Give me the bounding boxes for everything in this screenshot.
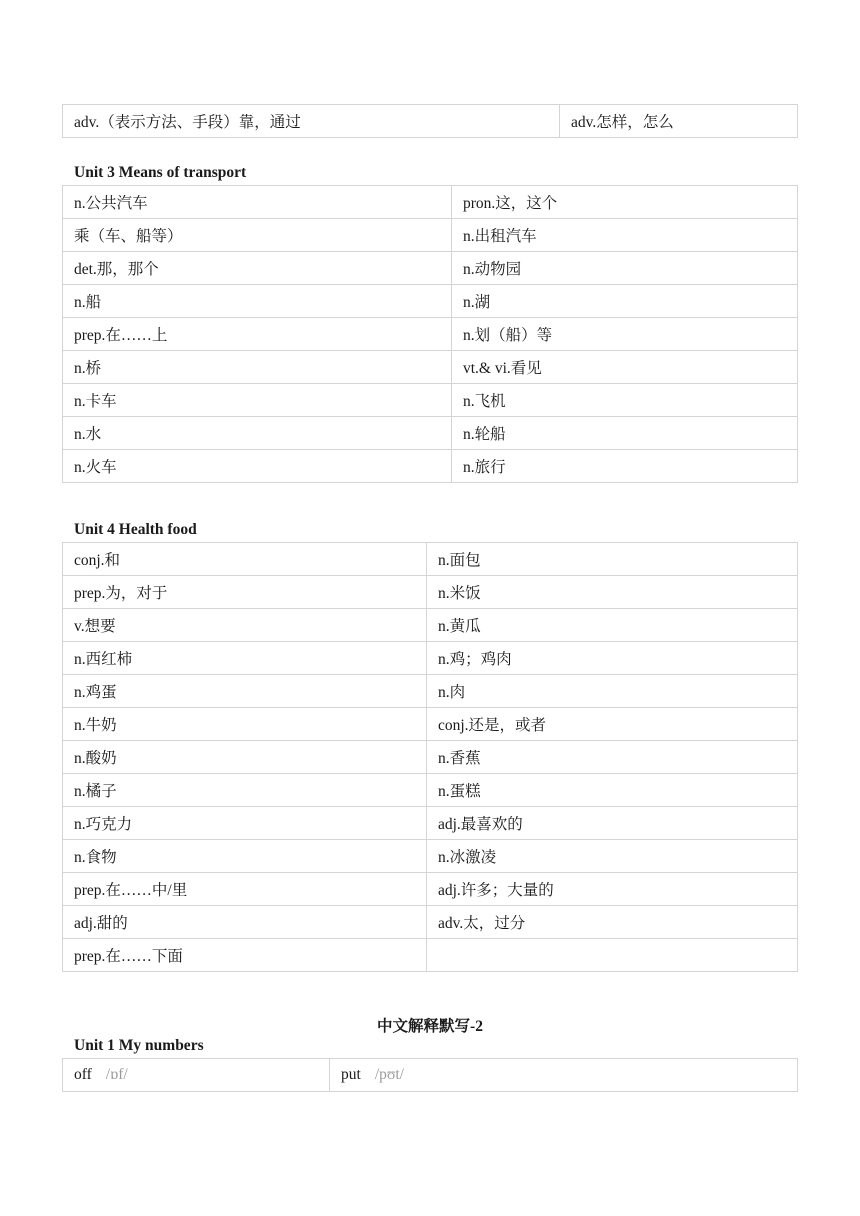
- definition-cell: conj.和: [63, 543, 427, 576]
- phonetic: /ɒf/: [105, 1066, 128, 1083]
- table-row: [63, 840, 798, 873]
- table-row: [63, 807, 798, 840]
- table-row: [63, 351, 798, 384]
- table-row: [63, 417, 798, 450]
- table-row: [63, 774, 798, 807]
- table-row: [63, 939, 798, 972]
- definition-cell: adv.（表示方法、手段）靠，通过: [63, 105, 560, 138]
- word-cell: [63, 1059, 330, 1092]
- definition-cell: adv.太，过分: [427, 906, 798, 939]
- word: put: [341, 1066, 361, 1083]
- definition-cell: n.鸡蛋: [63, 675, 427, 708]
- table-row: [63, 318, 798, 351]
- definition-cell: n.食物: [63, 840, 427, 873]
- definition-cell: n.轮船: [452, 417, 798, 450]
- unit3-table: [62, 185, 798, 483]
- definition-cell: adv.怎样，怎么: [560, 105, 798, 138]
- definition-cell: n.蛋糕: [427, 774, 798, 807]
- definition-cell: n.肉: [427, 675, 798, 708]
- definition-cell: adj.甜的: [63, 906, 427, 939]
- definition-cell: pron.这，这个: [452, 186, 798, 219]
- word: off: [74, 1066, 92, 1083]
- phonetic: /pʊt/: [374, 1066, 404, 1083]
- definition-cell: n.巧克力: [63, 807, 427, 840]
- definition-cell: prep.在……下面: [63, 939, 427, 972]
- definition-cell: n.西红柿: [63, 642, 427, 675]
- definition-cell: adj.最喜欢的: [427, 807, 798, 840]
- table-row: [63, 450, 798, 483]
- table-row: [63, 105, 798, 138]
- definition-cell: n.卡车: [63, 384, 452, 417]
- definition-cell: n.酸奶: [63, 741, 427, 774]
- word-cell: [330, 1059, 798, 1092]
- section2-title: 中文解释默写-2: [377, 1018, 483, 1035]
- table-row: [63, 675, 798, 708]
- definition-cell: [427, 939, 798, 972]
- definition-cell: n.火车: [63, 450, 452, 483]
- section2-unit1-table: [62, 1058, 798, 1092]
- unit4-title: Unit 4 Health food: [74, 521, 197, 538]
- unit3-title: Unit 3 Means of transport: [74, 164, 247, 181]
- definition-cell: n.飞机: [452, 384, 798, 417]
- definition-cell: prep.为，对于: [63, 576, 427, 609]
- table-row: [63, 576, 798, 609]
- definition-cell: det.那，那个: [63, 252, 452, 285]
- definition-cell: n.黄瓜: [427, 609, 798, 642]
- table-row: [63, 708, 798, 741]
- table-row: [63, 285, 798, 318]
- definition-cell: n.牛奶: [63, 708, 427, 741]
- definition-cell: n.船: [63, 285, 452, 318]
- table-row: [63, 252, 798, 285]
- definition-cell: n.面包: [427, 543, 798, 576]
- definition-cell: n.橘子: [63, 774, 427, 807]
- table-row: [63, 1059, 798, 1092]
- definition-cell: n.动物园: [452, 252, 798, 285]
- definition-cell: n.鸡；鸡肉: [427, 642, 798, 675]
- definition-cell: n.公共汽车: [63, 186, 452, 219]
- definition-cell: n.出租汽车: [452, 219, 798, 252]
- definition-cell: n.水: [63, 417, 452, 450]
- table-row: [63, 384, 798, 417]
- section2-unit1-table-block: [62, 1058, 797, 1092]
- definition-cell: n.米饭: [427, 576, 798, 609]
- definition-cell: vt.& vi.看见: [452, 351, 798, 384]
- unit2-tail-table-block: [62, 104, 797, 138]
- table-row: [63, 642, 798, 675]
- table-row: [63, 906, 798, 939]
- table-row: [63, 219, 798, 252]
- definition-cell: 乘（车、船等）: [63, 219, 452, 252]
- unit4-table-block: [62, 542, 797, 972]
- definition-cell: v.想要: [63, 609, 427, 642]
- definition-cell: adj.许多；大量的: [427, 873, 798, 906]
- table-row: [63, 609, 798, 642]
- section2-unit1-title: Unit 1 My numbers: [74, 1037, 204, 1054]
- definition-cell: prep.在……中/里: [63, 873, 427, 906]
- unit2-tail-table: [62, 104, 798, 138]
- definition-cell: n.湖: [452, 285, 798, 318]
- table-row: [63, 543, 798, 576]
- definition-cell: prep.在……上: [63, 318, 452, 351]
- definition-cell: n.香蕉: [427, 741, 798, 774]
- table-row: [63, 873, 798, 906]
- unit4-table: [62, 542, 798, 972]
- table-row: [63, 741, 798, 774]
- unit3-table-block: [62, 185, 797, 483]
- definition-cell: n.旅行: [452, 450, 798, 483]
- definition-cell: n.桥: [63, 351, 452, 384]
- definition-cell: n.划（船）等: [452, 318, 798, 351]
- definition-cell: conj.还是，或者: [427, 708, 798, 741]
- definition-cell: n.冰激凌: [427, 840, 798, 873]
- table-row: [63, 186, 798, 219]
